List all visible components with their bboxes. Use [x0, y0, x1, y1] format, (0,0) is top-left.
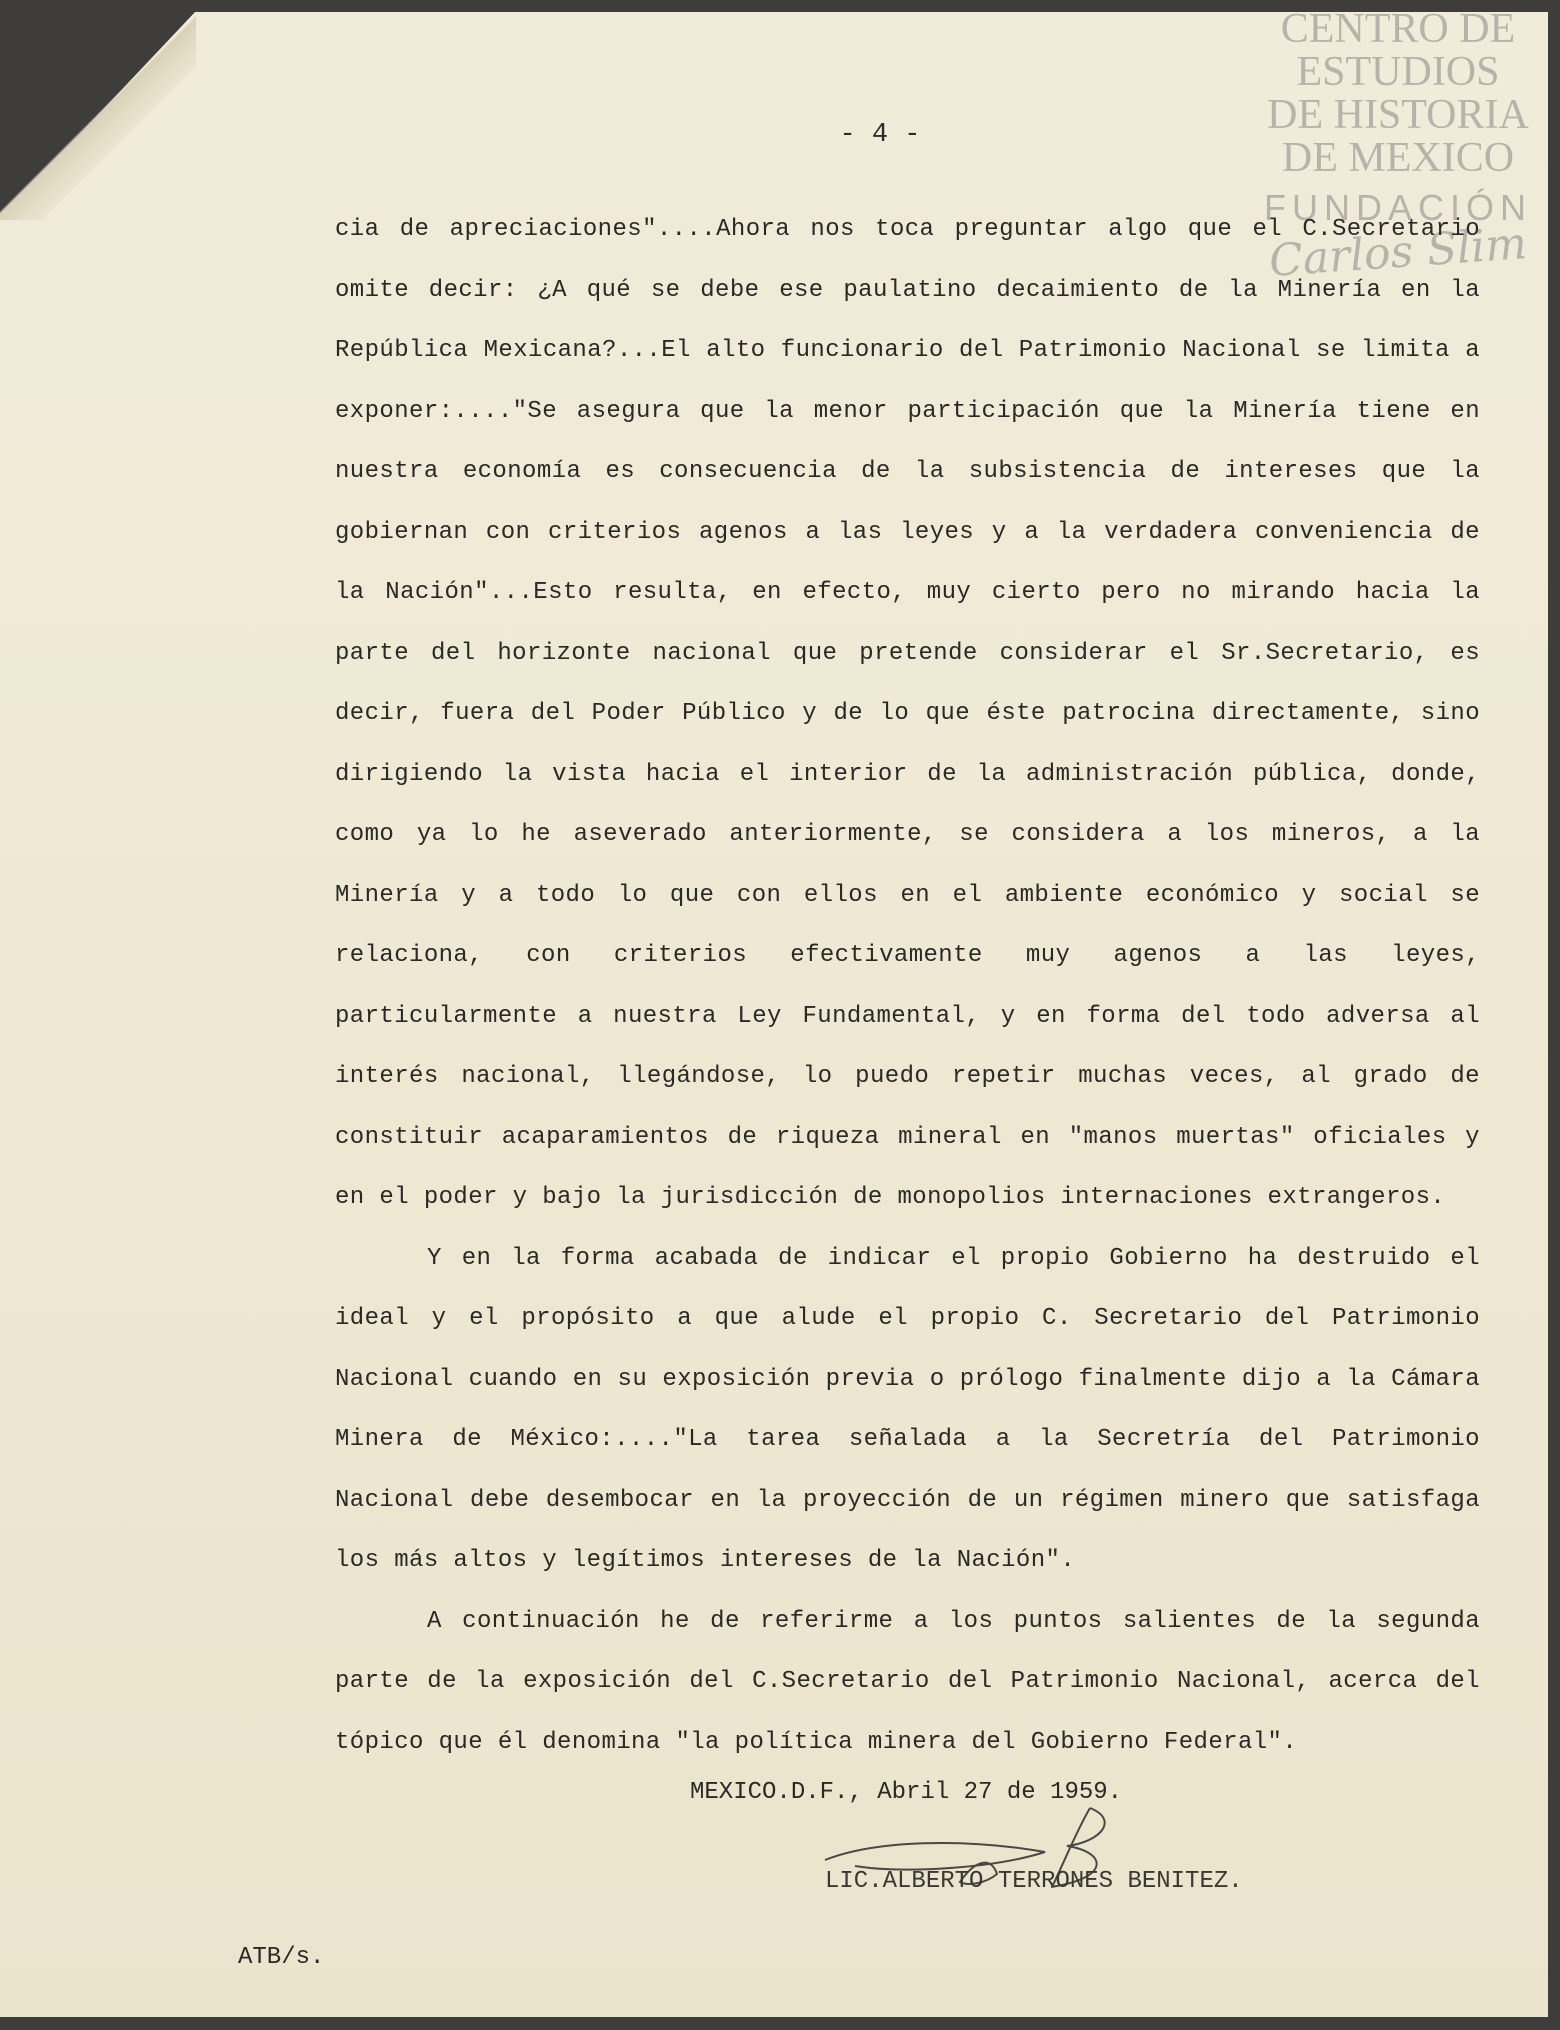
watermark-line: CENTRO DE	[1280, 6, 1516, 52]
signatory-name: LIC.ALBERTO TERRONES BENITEZ.	[825, 1868, 1243, 1895]
body-paragraph: A continuación he de referirme a los puntos salientes de la segunda parte de la exposición del C.Secretario del Patrimonio Nacional, acerca del tópico que él denomina "la política minera del Gobierno Federal".	[335, 1607, 1480, 1756]
body-paragraph: Y en la forma acabada de indicar el propio Gobierno ha destruido el ideal y el propósito a que alude el propio C. Secretario del Patrimonio Nacional cuando en su exposición previa o prólogo finalmente dijo a la Cámara Minera de México:...."La tarea señalada a la Secretría del Patrimonio Nacional debe desembocar en la proyección de un régimen minero que satisfaga los más altos y legítimos intereses de la Nación".	[335, 1244, 1480, 1574]
reference-initials: ATB/s.	[238, 1944, 325, 1971]
watermark-fundacion: FUNDACIÓN	[1264, 187, 1532, 228]
page-number: - 4 -	[839, 120, 921, 150]
watermark-signature: Carlos Slim	[1267, 218, 1529, 287]
closing-date: MEXICO.D.F., Abril 27 de 1959.	[690, 1779, 1123, 1806]
document-body	[335, 200, 1480, 1773]
folded-corner	[0, 12, 196, 220]
watermark-line: DE MEXICO	[1281, 135, 1515, 181]
watermark-line: DE HISTORIA	[1267, 92, 1529, 138]
body-paragraph: cia de apreciaciones"....Ahora nos toca preguntar algo que el C.Secretario omite decir: ¿A qué se debe ese paulatino decaimiento de la Minería en la República Mexicana?...El alto funcionario del Patrimonio Nacional se limita a exponer:...."Se asegura que la menor participación que la Minería tiene en nuestra economía es consecuencia de la subsistencia de intereses que la gobiernan con criterios agenos a las leyes y a la verdadera conveniencia de la Nación"...Esto resulta, en efecto, muy cierto pero no mirando hacia la parte del horizonte nacional que pretende considerar el Sr.Secretario, es decir, fuera del Poder Público y de lo que éste patrocina directamente, sino dirigiendo la vista hacia el interior de la administración pública, donde, como ya lo he aseverado anteriormente, se considera a los mineros, a la Minería y a todo lo que con ellos en el ambiente económico y social se relaciona, con criterios efectivamente muy agenos a las leyes, particularmente a nuestra Ley Fundamental, y en forma del todo adversa al interés nacional, llegándose, lo puedo repetir muchas veces, al grado de constituir acaparamientos de riqueza mineral en "manos muertas" oficiales y en el poder y bajo la jurisdicción de monopolios internaciones extrangeros.	[335, 216, 1480, 1211]
watermark-line: ESTUDIOS	[1296, 49, 1500, 95]
